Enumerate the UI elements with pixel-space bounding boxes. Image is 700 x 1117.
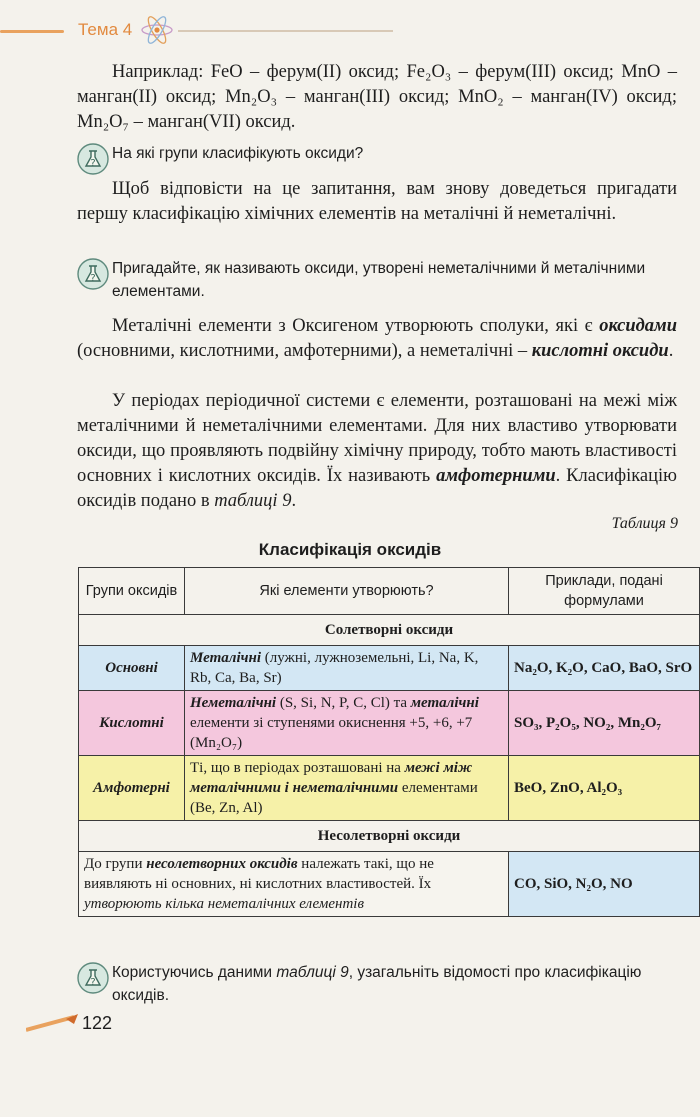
group-name: Основні bbox=[79, 646, 185, 691]
elements-cell bbox=[185, 756, 509, 821]
pen-icon bbox=[26, 1012, 80, 1034]
group-name: Кислотні bbox=[79, 691, 185, 756]
text-run: (S, Si, N, P, C, Cl) та bbox=[276, 695, 411, 711]
question-text: На які групи класифікують оксиди? bbox=[112, 145, 364, 162]
flask-question-icon bbox=[76, 961, 110, 995]
flask-question-icon bbox=[76, 142, 110, 176]
text-run: утворюють кілька неметалічних елементів bbox=[84, 896, 364, 912]
table-reference: таблиці 9 bbox=[214, 491, 292, 511]
table-row-amphoteric bbox=[79, 756, 700, 821]
text-run: Металічні елементи з Оксигеном утворюють сполуки, які є bbox=[112, 316, 600, 336]
text-run: У періодах періодичної системи є елементи, розташовані на межі між металічними й неметалічними елементами. Для них властиво утворювати оксиди, що проявляють подвійну хімічну природу, тобто мають властивості основних і кислотних оксидів. Їх називають bbox=[77, 391, 677, 486]
table-row-acidic bbox=[79, 691, 700, 756]
text-run: належать такі, що не виявляють ні основних, ні кислотних властивостей. Їх bbox=[84, 856, 434, 892]
section-row bbox=[79, 615, 700, 646]
text-run: елементами (Be, Zn, Al) bbox=[190, 780, 478, 816]
text-run: . bbox=[291, 491, 297, 511]
text-run: Металічні bbox=[190, 650, 261, 666]
paragraph-examples: Наприклад: FeO – ферум(ІІ) оксид; Fe₂O₃ – ферум(ІІІ) оксид; MnO – манган(ІІ) оксид; Mn₂O₃ – манган(ІІІ) оксид; MnO₂ – манган(IV) оксид; Mn₂O₇ – манган(VII) оксид. bbox=[77, 62, 677, 132]
table-caption: Таблиця 9 bbox=[611, 515, 678, 532]
theme-label: Тема 4 bbox=[78, 20, 133, 39]
text-run: металічні bbox=[410, 695, 479, 711]
section-title: Несолетворні оксиди bbox=[79, 821, 700, 852]
table-title: Класифікація оксидів bbox=[258, 540, 442, 559]
svg-text:?: ? bbox=[90, 977, 96, 988]
examples-cell: Na₂O, K₂O, CaO, BaO, SrO bbox=[509, 646, 700, 691]
question-2 bbox=[76, 257, 680, 303]
examples-cell: BeO, ZnO, Al₂O₃ bbox=[509, 756, 700, 821]
question-3 bbox=[76, 961, 680, 1007]
header-cell: Які елементи утворюють? bbox=[185, 568, 509, 615]
header-cell: Приклади, подані формулами bbox=[509, 568, 700, 615]
text-run: (лужні, лужноземельні, Li, Na, K, Rb, Ca, Ba, Sr) bbox=[190, 650, 479, 686]
text-run: елементи зі ступенями окиснення +5, +6, +7 (Mn₂O₇) bbox=[190, 715, 473, 751]
paragraph-answer: Щоб відповісти на це запитання, вам знову доведеться пригадати першу класифікацію хімічних елементів на металічні й неметалічні. bbox=[77, 179, 677, 224]
examples-cell: CO, SiO, N₂O, NO bbox=[509, 852, 700, 917]
text-run: Користуючись даними bbox=[112, 964, 277, 981]
elements-cell bbox=[185, 646, 509, 691]
header-cell: Групи оксидів bbox=[79, 568, 185, 615]
paragraph-oxides bbox=[77, 314, 677, 364]
text-run: , узагальніть відомості про класифікацію оксидів. bbox=[112, 964, 642, 1004]
header-rule-left bbox=[0, 30, 64, 33]
paragraph-amphoteric bbox=[77, 389, 677, 514]
flask-question-icon bbox=[76, 257, 110, 291]
examples-cell: SO₃, P₂O₅, NO₂, Mn₂O₇ bbox=[509, 691, 700, 756]
elements-cell bbox=[185, 691, 509, 756]
table-header-row bbox=[79, 568, 700, 615]
table-row-basic bbox=[79, 646, 700, 691]
term-oxides: оксидами bbox=[599, 316, 677, 336]
term-acid-oxides: кислотні оксиди bbox=[531, 341, 669, 361]
atom-icon bbox=[140, 16, 174, 44]
svg-text:?: ? bbox=[90, 273, 96, 284]
text-run: Неметалічні bbox=[190, 695, 277, 711]
section-row bbox=[79, 821, 700, 852]
text-run: Ті, що в періодах розташовані на bbox=[190, 760, 405, 776]
page-number: 122 bbox=[82, 1013, 113, 1033]
term-amphoteric: амфотерними bbox=[436, 466, 556, 486]
text-run: межі між металічними і неметалічними bbox=[190, 760, 473, 796]
question-text bbox=[112, 961, 680, 1007]
text-run: несолетворних оксидів bbox=[146, 856, 298, 872]
group-name: Амфотерні bbox=[79, 756, 185, 821]
question-text: Пригадайте, як називають оксиди, утворені неметалічними й металічними елементами. bbox=[112, 260, 646, 300]
section-title: Солетворні оксиди bbox=[79, 615, 700, 646]
table-reference: таблиці 9 bbox=[276, 964, 349, 981]
text-run: До групи bbox=[84, 856, 147, 872]
table-row-nonsalt bbox=[79, 852, 700, 917]
text-run: . Класифікацію оксидів подано в bbox=[77, 466, 677, 511]
svg-text:?: ? bbox=[90, 158, 96, 169]
text-run: . bbox=[668, 341, 674, 361]
header-rule-right bbox=[178, 30, 393, 32]
question-1 bbox=[76, 142, 680, 169]
oxide-classification-table bbox=[78, 567, 700, 917]
text-run: (основними, кислотними, амфотерними), а неметалічні – bbox=[77, 341, 532, 361]
nonsalt-description bbox=[79, 852, 509, 917]
